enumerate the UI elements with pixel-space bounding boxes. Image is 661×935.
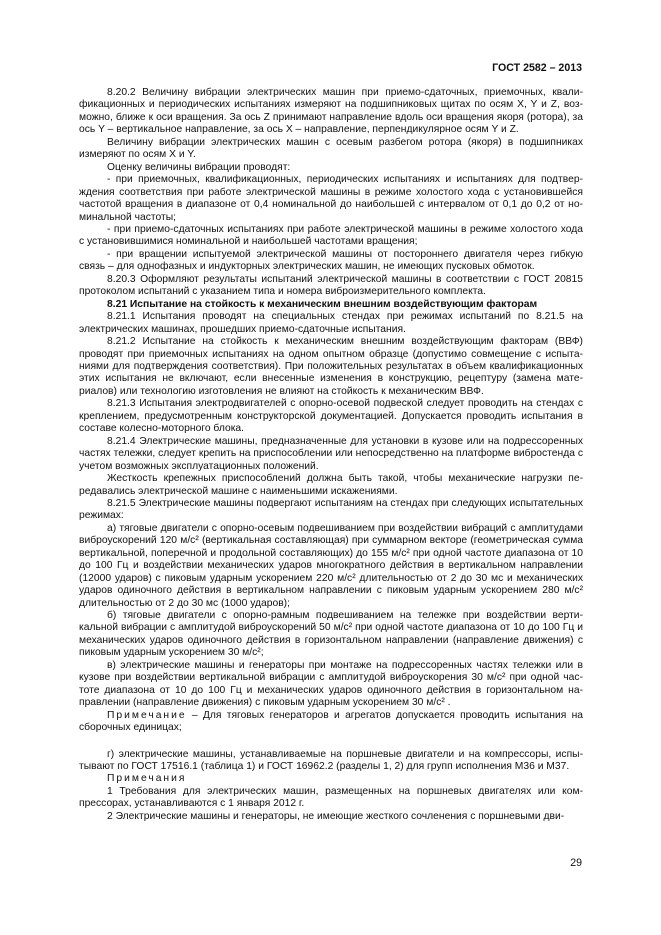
paragraph-8-20-3: 8.20.3 Оформляют результаты испытаний электрической машины в соответствии с ГОСТ 20815 протоколом испытаний с указанием типа и номера виброизмерительного комплекта. [79,273,583,298]
paragraph-8-21-2: 8.21.2 Испытание на стойкость к механическим внешним воздействующим факторам (ВВФ) проводят при приемочных испытаниях на одном опытном образце (допустимо совмещение с испытаниями для подтверждения соответствия). При положительных результатах в объем квалификационных этих испытания не включают, если внесенные изменения в конструкцию, рецептуру (замена материалов) или технологию изготовления не влияют на стойкость к механическим ВВФ. [79,336,583,397]
document-code-header: ГОСТ 2582 – 2013 [492,62,582,74]
paragraph-8-21-5: 8.21.5 Электрические машины подвергают испытаниям на стендах при следующих испытательных режимах: [79,497,583,522]
note-text: – Для тяговых генераторов и агрегатов допускается проводить испытания на сборочных единицах; [79,709,583,734]
notes-heading: Примечания [107,773,187,785]
note-generators [79,710,583,735]
list-item-b: б) тяговые двигатели с опорно-рамным подвешиванием на тележке при воздействии вертикальной вибрации с амплитудой виброускорений 50 м/с² при одной частоте диапазона от 10 до 100 Гц и механических ударов одиночного действия в горизонтальном направлении (направление движения) с пиковым ударным ускорением 30 м/с²; [79,610,583,659]
paragraph-8-21-3: 8.21.3 Испытания электродвигателей с опорно-осевой подвеской следует проводить на стендах с креплением, предусмотренным конструкторской документацией. Допускается проводить испытания в составе колесно-моторного блока. [79,398,583,435]
list-item-acceptance-tests: - при приемочных, квалификационных, периодических испытаниях и испытаниях для подтверждения соответствия при работе электрической машины в режиме холостого хода с установившейся частотой вращения в диапазоне от 0,4 номинальной до наибольшей с интервалом от 0,1 до 0,2 от номинальной частоты; [79,174,583,223]
list-item-delivery-tests: - при приемо-сдаточных испытаниях при работе электрической машины в режиме холостого хода с установившимися номинальной и наибольшей частотами вращения; [79,223,583,248]
page-number: 29 [570,857,582,869]
paragraph-8-20-2: 8.20.2 Величину вибрации электрических машин при приемо-сдаточных, приемочных, квалификационных и периодических испытаниях измеряют на подшипниковых щитах по осям X, Y и Z, возможно, ближе к оси вращения. За ось Z принимают направление вдоль оси вращения якоря (ротора), за ось Y – вертикальное направление, за ось X – направление, перпендикулярное осям Y и Z. [79,87,583,136]
note-2: 2 Электрические машины и генераторы, не имеющие жесткого сочленения с поршневыми дви- [107,810,565,822]
list-item-a: а) тяговые двигатели с опорно-осевым подвешиванием при воздействии вибраций с амплитудами виброускорений 120 м/с² (вертикальная составляющая) при суммарном векторе (геометрическая сумма вертикальной, поперечной и продольной составляющих) до 155 м/с² при одной частоте диапазона от 10 до 100 Гц и воздействии механических ударов многократного действия в вертикальном направлении (12000 ударов) с пиковым ударным ускорением 220 м/с² длительностью от 2 до 30 мс и механических ударов одиночного действия в вертикальном направлении с пиковым ударным ускорением 280 м/с² длительностью от 2 до 30 мс (1000 ударов); [79,522,583,609]
note-1: 1 Требования для электрических машин, размещенных на поршневых двигателях или компрессорах, устанавливаются с 1 января 2012 г. [79,785,583,810]
paragraph-8-21-4: 8.21.4 Электрические машины, предназначенные для установки в кузове или на подрессоренных частях тележки, следует крепить на приспособлении или непосредственно на платформе вибростенда с учетом возможных эксплуатационных положений. [79,435,583,472]
paragraph-vibration-assessment: Оценку величины вибрации проводят: [107,161,291,173]
list-item-g: г) электрические машины, устанавливаемые на поршневые двигатели и на компрессоры, испытывают по ГОСТ 17516.1 (таблица 1) и ГОСТ 16962.2 (разделы 1, 2) для групп исполнения М36 и М37. [79,748,583,773]
list-item-v: в) электрические машины и генераторы при монтаже на подрессоренных частях тележки или в кузове при воздействии вертикальной вибрации с амплитудой виброускорения 30 м/с² при одной частоте диапазона от 10 до 100 Гц и механических ударов одиночного действия в горизонтальном направлении (направление движения) с пиковым ударным ускорением 30 м/с² . [79,659,583,709]
document-body [79,87,583,823]
section-heading-8-21: 8.21 Испытание на стойкость к механическим внешним воздействующим факторам [107,298,538,310]
list-item-external-motor: - при вращении испытуемой электрической машины от постороннего двигателя через гибкую связь – для однофазных и индукторных электрических машин, не имеющих пусковых обмоток. [79,248,583,273]
paragraph-axial-play: Величину вибрации электрических машин с осевым разбегом ротора (якоря) в подшипниках измеряют по осям X и Y. [79,136,583,161]
paragraph-8-21-1: 8.21.1 Испытания проводят на специальных стендах при режимах испытаний по 8.21.5 на электрических машинах, прошедших приемо-сдаточные испытания. [79,311,583,335]
note-label: Примечание [107,709,187,721]
paragraph-stiffness: Жесткость крепежных приспособлений должна быть такой, чтобы механические нагрузки передавались электрической машине с наименьшими искажениями. [79,473,583,497]
